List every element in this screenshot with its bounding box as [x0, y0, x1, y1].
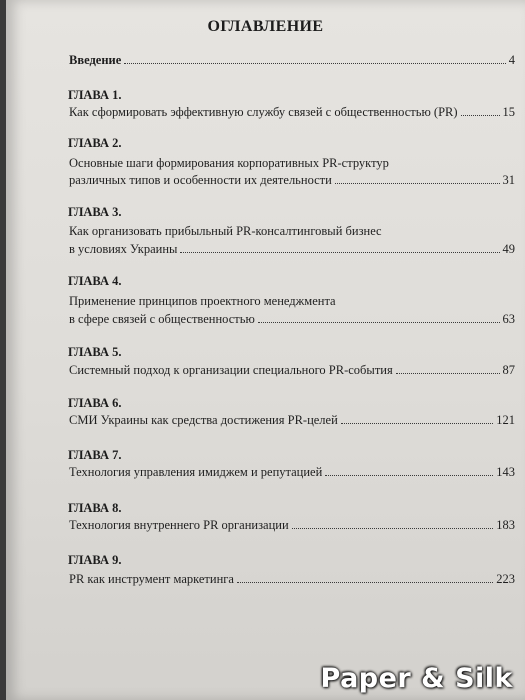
chapter-title: Применение принципов проектного менеджмента — [69, 294, 336, 308]
leader-dots — [258, 321, 500, 323]
leader-dots — [237, 581, 493, 583]
chapter-heading: ГЛАВА 6. — [68, 396, 122, 410]
watermark-logo: Paper & Silk — [320, 663, 513, 694]
chapter-title-cont: в условиях Украины — [69, 242, 178, 256]
chapter-title: СМИ Украины как средства достижения PR-целей — [69, 413, 338, 427]
chapter-title-cont: различных типов и особенности их деятельности — [69, 173, 332, 187]
page-number: 183 — [496, 518, 515, 532]
leader-dots — [292, 527, 494, 529]
book-page — [6, 0, 525, 700]
toc-entry-chapter-5 — [69, 362, 515, 378]
chapter-heading: ГЛАВА 3. — [68, 205, 122, 219]
page-number: 15 — [502, 105, 515, 119]
chapter-title: PR как инструмент маркетинга — [69, 572, 234, 586]
page-number: 4 — [508, 53, 515, 67]
toc-entry-chapter-2 — [69, 172, 515, 188]
leader-dots — [180, 251, 499, 253]
page-number: 63 — [502, 312, 515, 326]
page-number: 31 — [502, 173, 515, 187]
leader-dots — [124, 62, 505, 64]
chapter-heading: ГЛАВА 4. — [68, 274, 122, 288]
toc-entry-intro — [69, 52, 515, 68]
leader-dots — [335, 182, 500, 184]
chapter-title: Технология управления имиджем и репутацией — [69, 465, 323, 479]
leader-dots — [461, 114, 500, 116]
page-title: ОГЛАВЛЕНИЕ — [207, 18, 324, 35]
chapter-title: Как организовать прибыльный PR-консалтинговый бизнес — [69, 224, 382, 238]
leader-dots — [341, 422, 493, 424]
chapter-title: Как сформировать эффективную службу связей с общественностью (PR) — [69, 105, 458, 119]
chapter-heading: ГЛАВА 2. — [68, 136, 122, 150]
toc-entry-chapter-8 — [69, 517, 515, 533]
page-number: 223 — [496, 572, 515, 586]
chapter-heading: ГЛАВА 8. — [68, 501, 122, 515]
toc-entry-chapter-4 — [69, 311, 515, 327]
chapter-heading: ГЛАВА 5. — [68, 345, 122, 359]
toc-entry-chapter-9 — [69, 571, 515, 587]
page-number: 49 — [502, 242, 515, 256]
leader-dots — [396, 372, 500, 374]
toc-entry-chapter-6 — [69, 412, 515, 428]
chapter-heading: ГЛАВА 1. — [68, 88, 122, 102]
chapter-heading: ГЛАВА 9. — [68, 553, 122, 567]
chapter-heading: ГЛАВА 7. — [68, 448, 122, 462]
bleed-through-text — [261, 60, 511, 620]
page-number: 87 — [502, 363, 515, 377]
chapter-title: Основные шаги формирования корпоративных PR-структур — [69, 156, 389, 170]
toc-entry-chapter-1 — [69, 104, 515, 120]
toc-entry-chapter-3 — [69, 241, 515, 257]
chapter-title: Технология внутреннего PR организации — [69, 518, 289, 532]
page-number: 143 — [496, 465, 515, 479]
toc-entry-chapter-7 — [69, 464, 515, 480]
leader-dots — [325, 474, 493, 476]
chapter-title: Системный подход к организации специального PR-события — [69, 363, 393, 377]
chapter-title-cont: в сфере связей с общественностью — [69, 312, 255, 326]
page-number: 121 — [496, 413, 515, 427]
intro-label: Введение — [69, 53, 122, 67]
